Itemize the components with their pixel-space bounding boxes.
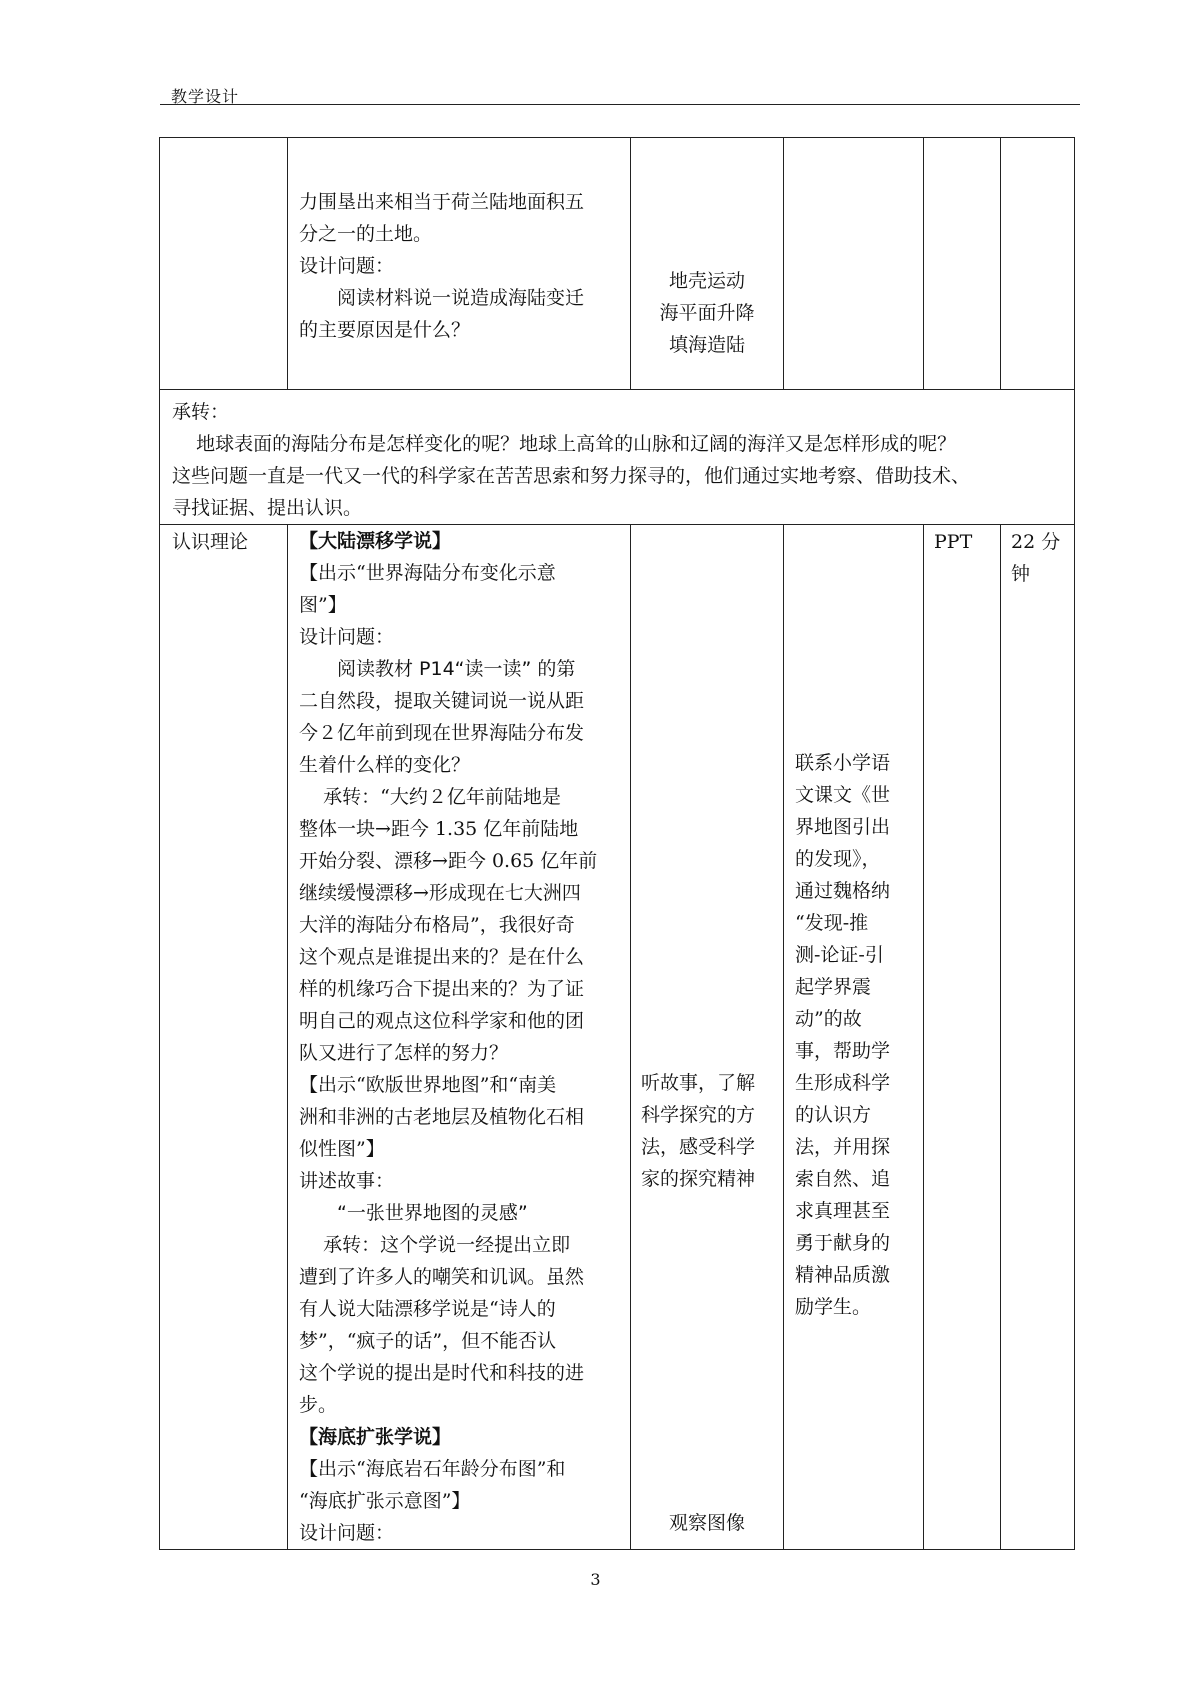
transition-line: 这个学说的提出是时代和科技的进	[299, 1362, 585, 1384]
resource-cell	[924, 138, 1001, 390]
stage-cell	[160, 138, 288, 390]
intent-cell	[784, 138, 924, 390]
time-cell	[1001, 138, 1075, 390]
intent-line: “发现-推	[795, 912, 869, 934]
intent-line: 生形成科学	[795, 1072, 891, 1094]
transition-line: 地球表面的海陆分布是怎样变化的呢？地球上高耸的山脉和辽阔的海洋又是怎样形成的呢？	[172, 433, 957, 455]
intent-line: 的发现》，	[795, 848, 881, 870]
show-line: 似性图”】	[299, 1138, 385, 1160]
section-heading: 【大陆漂移学说】	[299, 530, 452, 552]
resource-cell	[924, 525, 1001, 1550]
header-rule	[160, 104, 1080, 105]
transition-line: 这个观点是谁提出来的？是在什么	[299, 946, 585, 968]
transition-line: 梦”，“疯子的话”，但不能否认	[299, 1330, 557, 1352]
page-number: 3	[590, 1570, 601, 1589]
student-activity-cell	[631, 138, 784, 390]
content-cell	[288, 138, 631, 390]
transition-line: 寻找证据、提出认识。	[172, 497, 363, 519]
transition-line: 步。	[299, 1394, 338, 1416]
table-row	[160, 525, 1075, 1550]
intent-line: 测-论证-引	[795, 944, 884, 966]
transition-row	[160, 390, 1075, 525]
intent-line: 的认识方	[795, 1104, 872, 1126]
intent-line: 动”的故	[795, 1008, 862, 1030]
student-activity-cell	[631, 525, 784, 1550]
transition-line: 这些问题一直是一代又一代的科学家在苦苦思索和努力探寻的，他们通过实地考察、借助技术、	[172, 465, 971, 487]
time-cell	[1001, 525, 1075, 1550]
transition-line: 承转：这个学说一经提出立即	[299, 1234, 571, 1256]
story-title: “一张世界地图的灵感”	[337, 1202, 528, 1224]
design-question-label: 设计问题：	[299, 255, 395, 277]
activity-line: 填海造陆	[668, 334, 745, 356]
show-line: 【出示“世界海陆分布变化示意	[299, 562, 556, 584]
transition-line: 遭到了许多人的嘲笑和讥讽。虽然	[299, 1266, 585, 1288]
transition-line: 开始分裂、漂移→距今 0.65 亿年前	[299, 850, 598, 872]
content-line: 分之一的土地。	[299, 223, 433, 245]
transition-line: 明自己的观点这位科学家和他的团	[299, 1010, 585, 1032]
time-line: 22 分	[1011, 531, 1061, 553]
stage-label: 认识理论	[172, 531, 249, 553]
activity-line: 家的探究精神	[641, 1168, 756, 1190]
intent-line: 索自然、追	[795, 1168, 891, 1190]
question-line: 今２亿年前到现在世界海陆分布发	[299, 722, 585, 744]
header-title: 教学设计	[171, 87, 240, 106]
question-line: 的主要原因是什么？	[299, 319, 471, 341]
transition-line: 样的机缘巧合下提出来的？为了证	[299, 978, 585, 1000]
section-heading: 【海底扩张学说】	[299, 1426, 452, 1448]
stage-cell	[160, 525, 288, 1550]
table-row	[160, 138, 1075, 390]
intent-line: 励学生。	[795, 1296, 872, 1318]
design-question-label: 设计问题：	[299, 1522, 395, 1544]
intent-line: 法，并用探	[795, 1136, 891, 1158]
intent-line: 事，帮助学	[795, 1040, 891, 1062]
show-line: 【出示“海底岩石年龄分布图”和	[299, 1458, 566, 1480]
transition-line: 承转：“大约２亿年前陆地是	[299, 786, 561, 808]
activity-line: 科学探究的方	[641, 1104, 756, 1126]
resource-label: PPT	[934, 531, 973, 553]
show-line: 图”】	[299, 594, 347, 616]
intent-line: 勇于献身的	[795, 1232, 891, 1254]
activity-line: 地壳运动	[668, 270, 745, 292]
intent-line: 起学界震	[795, 976, 872, 998]
time-line: 钟	[1011, 563, 1031, 585]
lesson-plan-table	[159, 137, 1075, 1550]
activity-line: 观察图像	[668, 1512, 745, 1534]
activity-line: 法，感受科学	[641, 1136, 756, 1158]
question-line: 阅读教材 P14“读一读” 的第	[337, 658, 576, 680]
transition-cell	[160, 390, 1075, 525]
story-label: 讲述故事：	[299, 1170, 395, 1192]
question-line: 二自然段，提取关键词说一说从距	[299, 690, 585, 712]
intent-line: 联系小学语	[795, 752, 891, 774]
activity-line: 听故事，了解	[641, 1072, 756, 1094]
show-line: “海底扩张示意图”】	[299, 1490, 471, 1512]
transition-line: 有人说大陆漂移学说是“诗人的	[299, 1298, 556, 1320]
transition-line: 队又进行了怎样的努力？	[299, 1042, 509, 1064]
content-cell	[288, 525, 631, 1550]
intent-line: 界地图引出	[795, 816, 891, 838]
intent-cell	[784, 525, 924, 1550]
question-line: 阅读材料说一说造成海陆变迁	[337, 287, 585, 309]
show-line: 洲和非洲的古老地层及植物化石相	[299, 1106, 585, 1128]
question-line: 生着什么样的变化？	[299, 754, 471, 776]
transition-line: 大洋的海陆分布格局”，我很好奇	[299, 914, 575, 936]
transition-line: 整体一块→距今 1.35 亿年前陆地	[299, 818, 579, 840]
transition-line: 继续缓慢漂移→形成现在七大洲四	[299, 882, 581, 904]
show-line: 【出示“欧版世界地图”和“南美	[299, 1074, 557, 1096]
intent-line: 通过魏格纳	[795, 880, 891, 902]
activity-line: 海平面升降	[659, 302, 755, 324]
intent-line: 求真理甚至	[795, 1200, 891, 1222]
design-question-label: 设计问题：	[299, 626, 395, 648]
intent-line: 精神品质激	[795, 1264, 891, 1286]
content-line: 力围垦出来相当于荷兰陆地面积五	[299, 191, 585, 213]
transition-label: 承转：	[172, 401, 230, 423]
intent-line: 文课文《世	[795, 784, 891, 806]
